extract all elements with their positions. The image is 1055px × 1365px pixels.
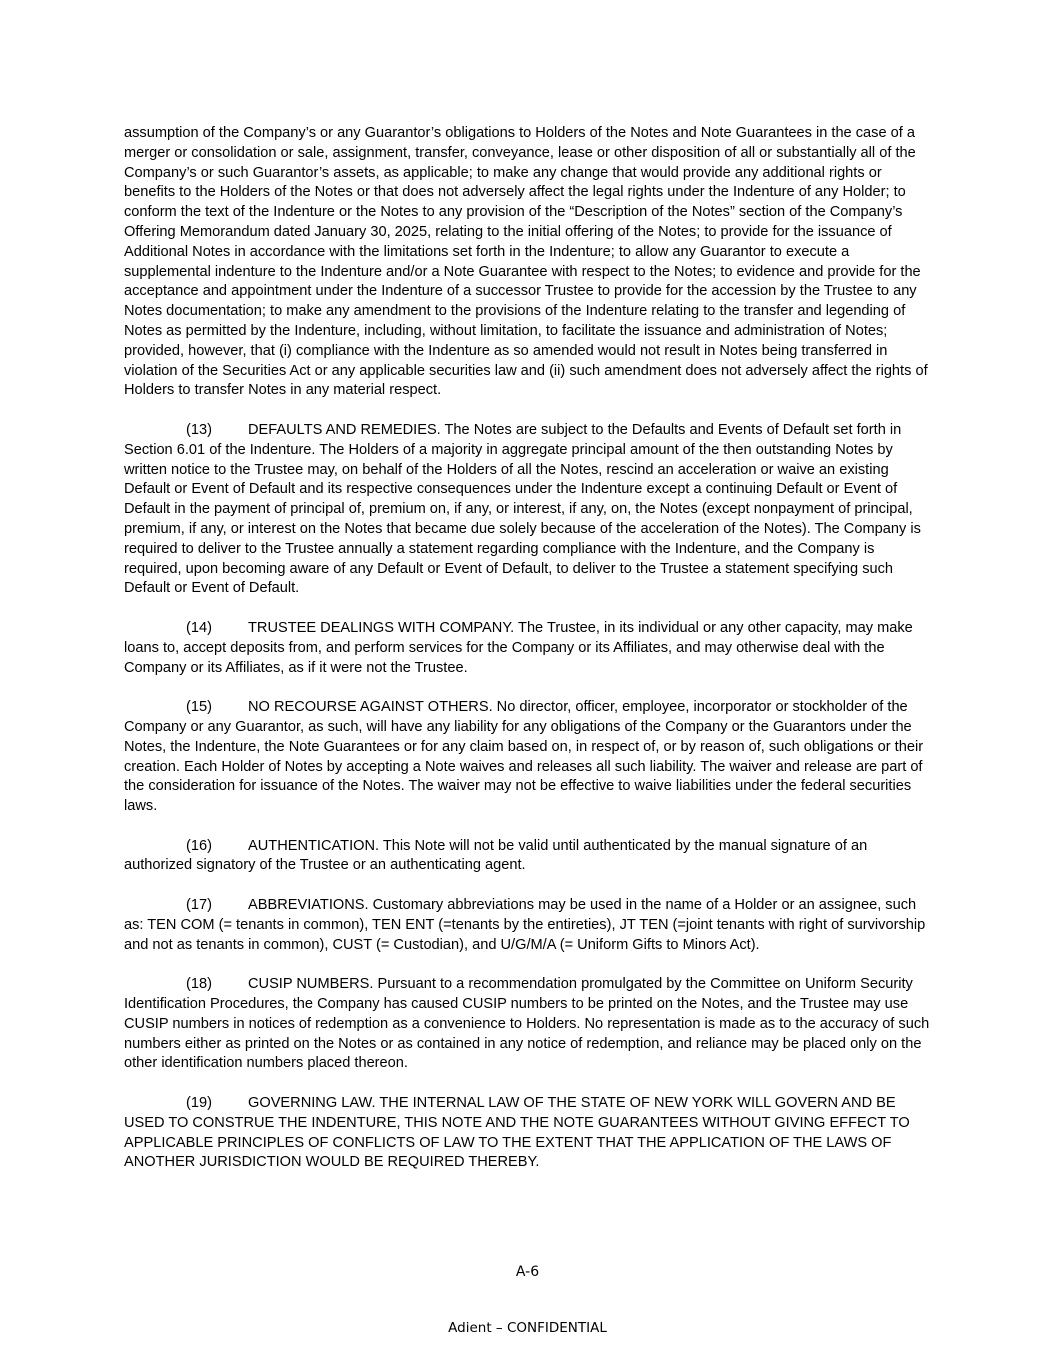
- section-text: TRUSTEE DEALINGS WITH COMPANY. The Trustee, in its individual or any other capacity, may make loans to, accept deposits from, and perform services for the Company or its Affiliates, and may otherwise deal with the Company or its Affiliates, as if it were not the Trustee.: [124, 619, 913, 676]
- confidential-footer: Adient – CONFIDENTIAL: [448, 1320, 607, 1336]
- document-body: [124, 124, 934, 1193]
- section-number: (17): [186, 897, 212, 914]
- section-number: (18): [186, 976, 212, 993]
- section-text: GOVERNING LAW. THE INTERNAL LAW OF THE STATE OF NEW YORK WILL GOVERN AND BE USED TO CONSTRUE THE INDENTURE, THIS NOTE AND THE NOTE GUARANTEES WITHOUT GIVING EFFECT TO APPLICABLE PRINCIPLES OF CONFLICTS OF LAW TO THE EXTENT THAT THE APPLICATION OF THE LAWS OF ANOTHER JURISDICTION WOULD BE REQUIRED THEREBY.: [124, 1095, 910, 1171]
- section-number: (15): [186, 699, 212, 716]
- section-number: (16): [186, 837, 212, 854]
- section-text: ABBREVIATIONS. Customary abbreviations may be used in the name of a Holder or an assignee, such as: TEN COM (= tenants in common), TEN ENT (=tenants by the entireties), JT TEN (=joint tenants with right of survivorship and not as tenants in common), CUST (= Custodian), and U/G/M/A (= Uniform Gifts to Minors Act).: [124, 897, 926, 953]
- section-16: [124, 837, 934, 877]
- section-18: [124, 975, 934, 1074]
- page-number: A-6: [515, 1264, 540, 1280]
- section-text: DEFAULTS AND REMEDIES. The Notes are subject to the Defaults and Events of Default set forth in Section 6.01 of the Indenture. The Holders of a majority in aggregate principal amount of the then outstanding Notes by written notice to the Trustee may, on behalf of the Holders of all the Notes, rescind an acceleration or waive an existing Default or Event of Default and its respective consequences under the Indenture except a continuing Default or Event of Default in the payment of principal of, premium on, if any, or interest, if any, on, the Notes (except nonpayment of principal, premium, if any, or interest on the Notes that became due solely because of the acceleration of the Notes). The Company is required to deliver to the Trustee annually a statement regarding compliance with the Indenture, and the Company is required, upon becoming aware of any Default or Event of Default, to deliver to the Trustee a statement specifying such Default or Event of Default.: [124, 421, 921, 597]
- section-number: (13): [186, 421, 212, 438]
- intro-paragraph: assumption of the Company’s or any Guarantor’s obligations to Holders of the Notes and Note Guarantees in the case of a merger or consolidation or sale, assignment, transfer, conveyance, lease or other disposition of all or substantially all of the Company’s or such Guarantor’s assets, as applicable; to make any change that would provide any additional rights or benefits to the Holders of the Notes or that does not adversely affect the legal rights under the Indenture of any Holder; to conform the text of the Indenture or the Notes to any provision of the “Description of the Notes” section of the Company’s Offering Memorandum dated January 30, 2025, relating to the initial offering of the Notes; to provide for the issuance of Additional Notes in accordance with the limitations set forth in the Indenture; to allow any Guarantor to execute a supplemental indenture to the Indenture and/or a Note Guarantee with respect to the Notes; to evidence and provide for the acceptance and appointment under the Indenture of a successor Trustee to provide for the accession by the Trustee to any Notes documentation; to make any amendment to the provisions of the Indenture relating to the transfer and legending of Notes as permitted by the Indenture, including, without limitation, to facilitate the issuance and administration of Notes; provided, however, that (i) compliance with the Indenture as so amended would not result in Notes being transferred in violation of the Securities Act or any applicable securities law and (ii) such amendment does not adversely affect the rights of Holders to transfer Notes in any material respect.: [124, 125, 928, 399]
- section-15: [124, 698, 934, 817]
- section-14: [124, 619, 934, 678]
- section-13: [124, 421, 934, 599]
- section-text: AUTHENTICATION. This Note will not be valid until authenticated by the manual signature of an authorized signatory of the Trustee or an authenticating agent.: [124, 837, 868, 874]
- section-17: [124, 896, 934, 955]
- section-number: (14): [186, 619, 212, 636]
- section-19: [124, 1094, 934, 1173]
- section-text: CUSIP NUMBERS. Pursuant to a recommendation promulgated by the Committee on Uniform Security Identification Procedures, the Company has caused CUSIP numbers to be printed on the Notes, and the Trustee may use CUSIP numbers in notices of redemption as a convenience to Holders. No representation is made as to the accuracy of such numbers either as printed on the Notes or as contained in any notice of redemption, and reliance may be placed only on the other identification numbers placed thereon.: [124, 976, 930, 1072]
- section-text: NO RECOURSE AGAINST OTHERS. No director, officer, employee, incorporator or stockholder of the Company or any Guarantor, as such, will have any liability for any obligations of the Company or the Guarantors under the Notes, the Indenture, the Note Guarantees or for any claim based on, in respect of, or by reason of, such obligations or their creation. Each Holder of Notes by accepting a Note waives and releases all such liability. The waiver and release are part of the consideration for issuance of the Notes. The waiver may not be effective to waive liabilities under the federal securities laws.: [124, 699, 924, 815]
- section-number: (19): [186, 1095, 212, 1112]
